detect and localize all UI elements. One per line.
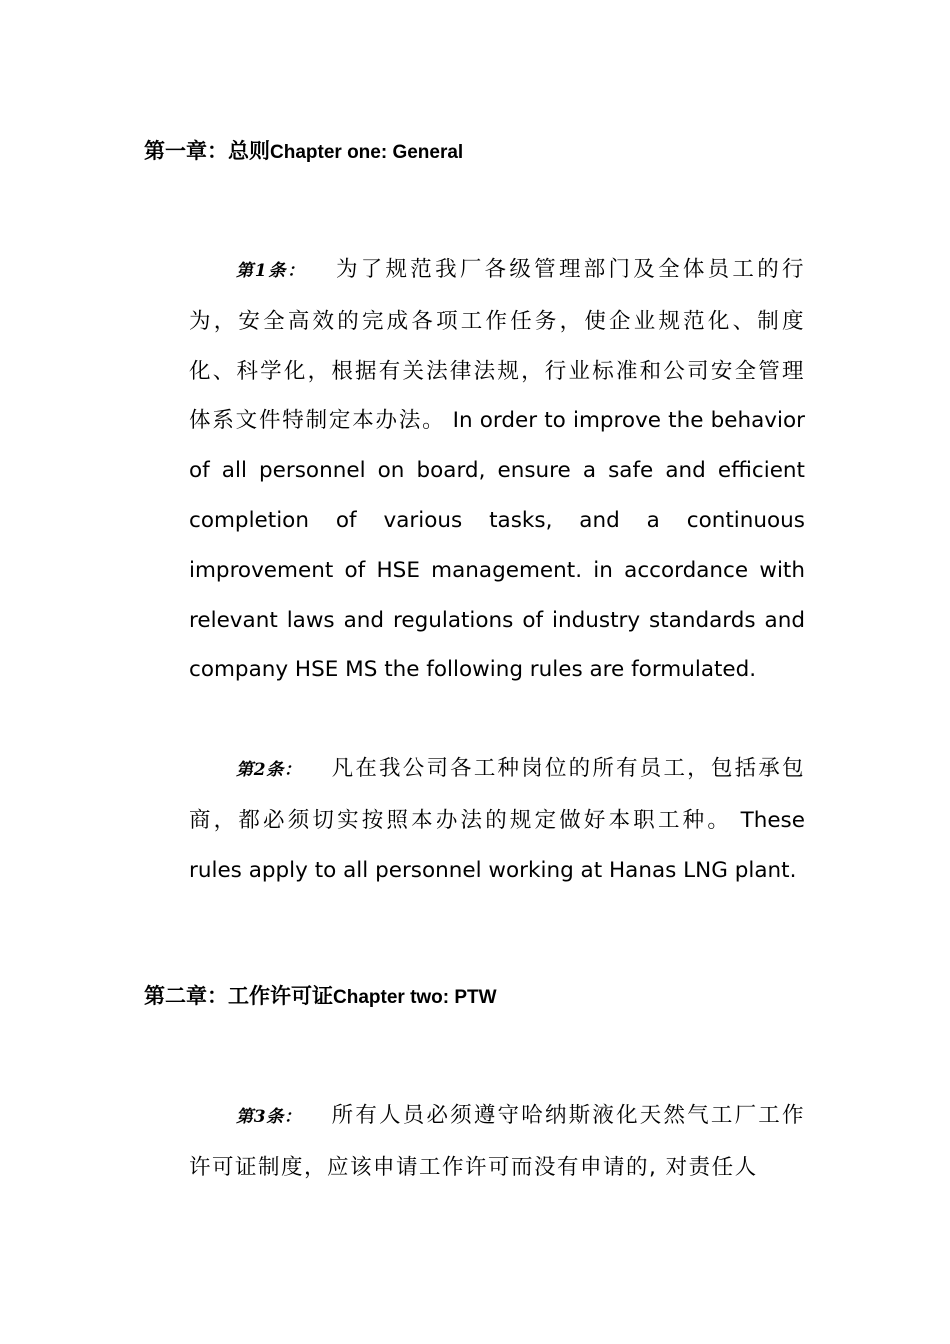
chapter-one-heading xyxy=(144,136,463,168)
article-1-label: 第1条： xyxy=(236,261,306,281)
chapter-two-title-en: Chapter two: PTW xyxy=(333,987,497,1008)
chapter-two-title-zh: 第二章：工作许可证 xyxy=(144,984,333,1008)
article-1-text-zh: 为了规范我厂各级管理部门及全体员工的行为，安全高效的完成各项工作任务，使企业规范化、制度化、科学化，根据有关法律法规，行业标准和公司安全管理体系文件特制定本办法。 xyxy=(189,257,805,434)
article-3 xyxy=(189,1091,805,1193)
article-1-text-en: In order to improve the behavior of all personnel on board, ensure a safe and efficient completion of various tasks, and a continuous improvement of HSE management. in accordance with relevant laws and regulations of industry standards and company HSE MS the following rules are formulated. xyxy=(189,408,805,683)
article-3-label: 第3条： xyxy=(236,1107,302,1127)
article-2-text-zh: 凡在我公司各工种岗位的所有员工，包括承包商，都必须切实按照本办法的规定做好本职工种。 xyxy=(189,756,805,833)
chapter-one-title-en: Chapter one: General xyxy=(270,142,464,163)
article-1 xyxy=(189,245,805,695)
article-2-text-en: These rules apply to all personnel working at Hanas LNG plant. xyxy=(189,807,805,883)
article-3-text-zh: 所有人员必须遵守哈纳斯液化天然气工厂工作许可证制度，应该申请工作许可而没有申请的, 对责任人 xyxy=(189,1103,805,1180)
chapter-one-title-zh: 第一章：总则 xyxy=(144,139,270,163)
chapter-two-heading xyxy=(144,981,497,1013)
article-2-label: 第2条： xyxy=(236,760,302,780)
article-2 xyxy=(189,744,805,895)
